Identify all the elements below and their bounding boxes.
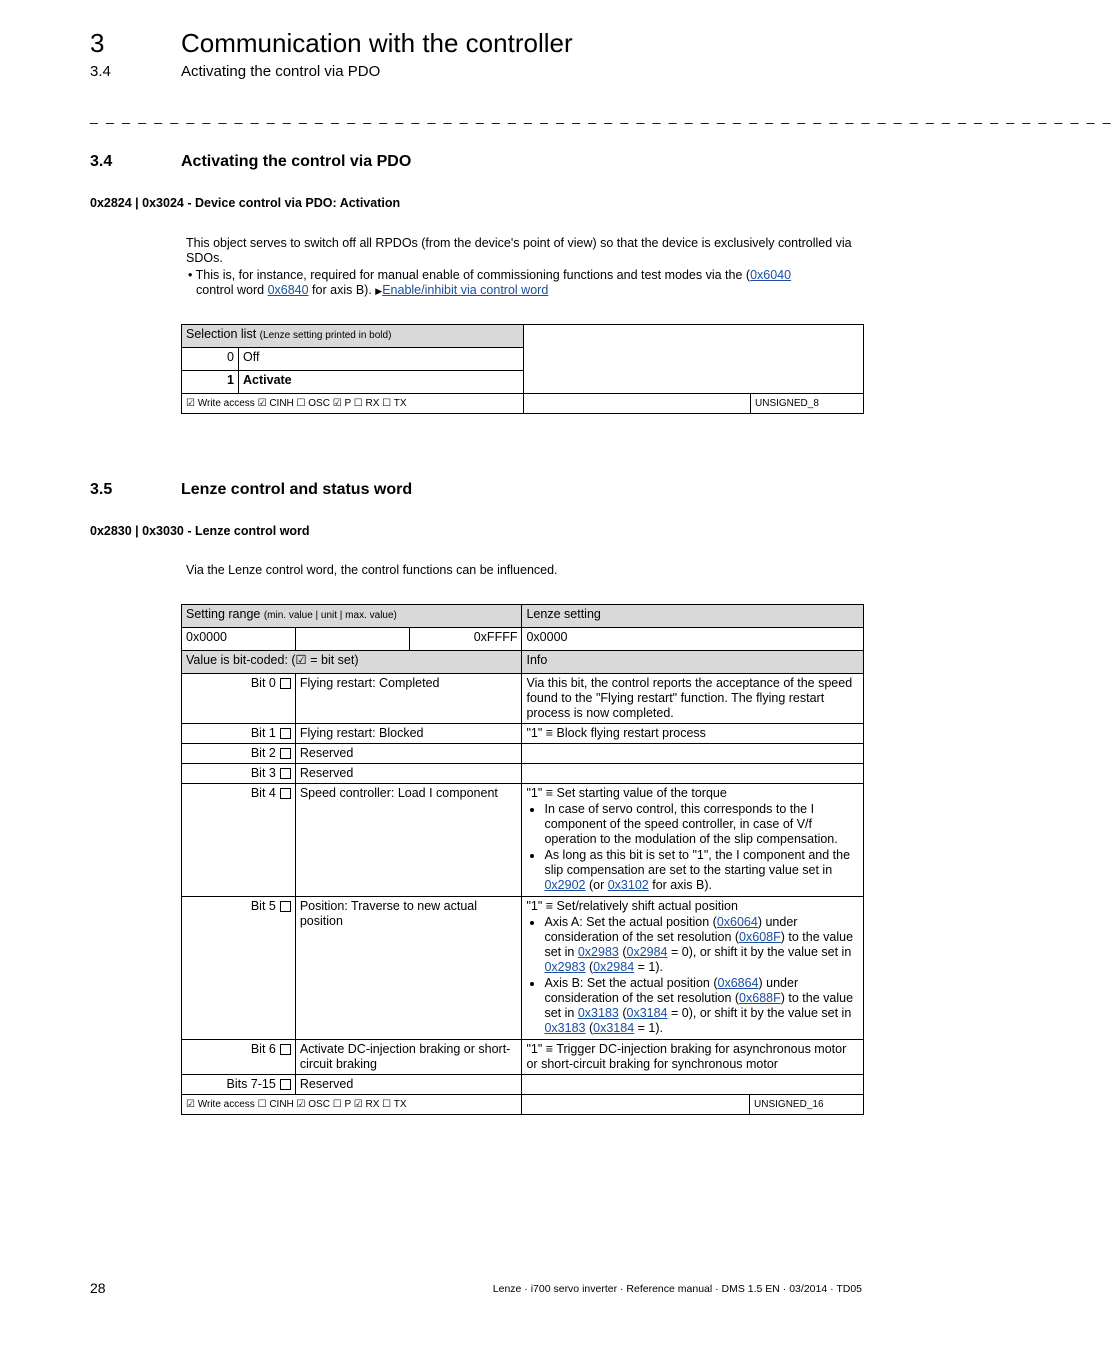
- link-0x2984[interactable]: 0x2984: [593, 960, 635, 974]
- list-item: • Axis B: Set the actual position (0x6864) under consideration of the set resolution (0x688F) to the value set in 0x3183 (0x3184 = 0), or shift it by the value set in 0x3183 (0x3184 = 1).: [544, 976, 859, 1036]
- lenze-setting-header: Lenze setting: [522, 605, 864, 628]
- bit-info: [522, 897, 864, 1040]
- section-number: 3.5: [90, 481, 113, 498]
- table-row: [182, 1040, 864, 1075]
- table-row: [182, 764, 864, 784]
- bullet-text: control word: [196, 283, 268, 297]
- object-title: 0x2830 | 0x3030 - Lenze control word: [90, 524, 310, 538]
- bit-label: Bit 0: [182, 674, 296, 724]
- link-0x2902[interactable]: 0x2902: [544, 878, 586, 892]
- selection-label: Off: [239, 348, 524, 371]
- info-header: Info: [522, 651, 864, 674]
- checkbox-icon: [280, 1079, 291, 1090]
- data-type: UNSIGNED_16: [750, 1095, 864, 1115]
- bit-name: Position: Traverse to new actual position: [295, 897, 522, 1040]
- bit-label: Bit 4: [182, 784, 296, 897]
- subchapter-number: 3.4: [90, 63, 111, 80]
- table-row: [182, 1075, 864, 1095]
- link-0x3183[interactable]: 0x3183: [577, 1006, 619, 1020]
- selection-label: Activate: [239, 371, 524, 394]
- checkbox-icon: [280, 901, 291, 912]
- table-row: [182, 724, 864, 744]
- selection-list-header: Selection list (Lenze setting printed in bold): [182, 325, 524, 348]
- section-title: Activating the control via PDO: [181, 153, 412, 170]
- separator-line: _ _ _ _ _ _ _ _ _ _ _ _ _ _ _ _ _ _ _ _ _ _ _ _ _ _ _ _ _ _ _ _ _ _ _ _ _ _ _ _ _ _ _ _ _ _ _ _ _ _ _ _ _ _ _ _ _ _ _ _ _ _ _ _: [90, 108, 1113, 124]
- data-type: UNSIGNED_8: [751, 394, 864, 414]
- chapter-number: 3: [90, 28, 105, 58]
- unit-value: [295, 628, 409, 651]
- info-line: "1" ≡ Set starting value of the torque: [526, 786, 727, 800]
- bit-info: [522, 1075, 864, 1095]
- list-item: • As long as this bit is set to "1", the I component and the slip compensation are set to the starting value set in 0x2902 (or 0x3102 for axis B).: [544, 848, 859, 893]
- checkbox-icon: [280, 1044, 291, 1055]
- bit-label: Bit 5: [182, 897, 296, 1040]
- bit-info: "1" ≡ Trigger DC-injection braking for asynchronous motor or short-circuit braking for synchronous motor: [522, 1040, 864, 1075]
- bit-label: Bit 2: [182, 744, 296, 764]
- link-0x688f[interactable]: 0x688F: [739, 991, 781, 1005]
- checkbox-icon: [280, 678, 291, 689]
- bit-label: Bit 6: [182, 1040, 296, 1075]
- bullet-text: for axis B).: [308, 283, 372, 297]
- bit-info: [522, 744, 864, 764]
- bit-info: [522, 764, 864, 784]
- link-0x2984[interactable]: 0x2984: [626, 945, 668, 959]
- checkbox-icon: [280, 748, 291, 759]
- info-line: "1" ≡ Set/relatively shift actual position: [526, 899, 738, 913]
- bit-label: Bits 7-15: [182, 1075, 296, 1095]
- link-0x3183[interactable]: 0x3183: [544, 1021, 586, 1035]
- link-enable-inhibit[interactable]: Enable/inhibit via control word: [382, 283, 549, 297]
- section-title: Lenze control and status word: [181, 481, 413, 498]
- bit-label: Bit 3: [182, 764, 296, 784]
- object-title: 0x2824 | 0x3024 - Device control via PDO: Activation: [90, 196, 401, 210]
- bit-info: [522, 784, 864, 897]
- link-0x2983[interactable]: 0x2983: [544, 960, 586, 974]
- checkbox-icon: [280, 728, 291, 739]
- info-list: [526, 915, 859, 1036]
- bit-name: Speed controller: Load I component: [295, 784, 522, 897]
- description-paragraph: This object serves to switch off all RPDOs (from the device's point of view) so that the device is exclusively controlled via SDOs.: [186, 236, 852, 265]
- section-number: 3.4: [90, 153, 113, 170]
- link-0x3102[interactable]: 0x3102: [607, 878, 649, 892]
- link-0x608f[interactable]: 0x608F: [739, 930, 781, 944]
- object-description: [186, 236, 862, 299]
- info-cell: [524, 325, 864, 394]
- checkbox-icon: [280, 788, 291, 799]
- bit-name: Activate DC-injection braking or short-circuit braking: [295, 1040, 522, 1075]
- bit-info: "1" ≡ Block flying restart process: [522, 724, 864, 744]
- bit-info: Via this bit, the control reports the acceptance of the speed found to the "Flying restart" function. The flying restart process is now completed.: [522, 674, 864, 724]
- bit-name: Reserved: [295, 1075, 522, 1095]
- access-flags: ☑ Write access ☑ CINH ☐ OSC ☑ P ☐ RX ☐ TX: [182, 394, 524, 414]
- min-value: 0x0000: [182, 628, 296, 651]
- access-flags: ☑ Write access ☐ CINH ☑ OSC ☐ P ☑ RX ☐ TX: [182, 1095, 522, 1115]
- link-0x6064[interactable]: 0x6064: [716, 915, 758, 929]
- link-0x2983[interactable]: 0x2983: [577, 945, 619, 959]
- bullet-item: [186, 268, 862, 299]
- bit-name: Flying restart: Blocked: [295, 724, 522, 744]
- max-value: 0xFFFF: [409, 628, 522, 651]
- bit-name: Flying restart: Completed: [295, 674, 522, 724]
- control-word-table: [181, 604, 864, 1115]
- list-item: • In case of servo control, this corresponds to the I component of the speed controller, in case of V/f operation to the modulation of the slip compensation.: [544, 802, 859, 847]
- empty-cell: [524, 394, 751, 414]
- info-list: [526, 802, 859, 893]
- link-0x6040[interactable]: 0x6040: [750, 268, 792, 282]
- checkbox-icon: [280, 768, 291, 779]
- lenze-setting-value: 0x0000: [522, 628, 864, 651]
- subchapter-title: Activating the control via PDO: [181, 63, 381, 80]
- table-row: [182, 744, 864, 764]
- object-description: Via the Lenze control word, the control functions can be influenced.: [186, 563, 558, 577]
- bit-label: Bit 1: [182, 724, 296, 744]
- bit-name: Reserved: [295, 764, 522, 784]
- link-0x3184[interactable]: 0x3184: [626, 1006, 668, 1020]
- selection-value: 1: [182, 371, 239, 394]
- link-0x6840[interactable]: 0x6840: [267, 283, 309, 297]
- footer-text: Lenze · i700 servo inverter · Reference manual · DMS 1.5 EN · 03/2014 · TD05: [492, 1283, 862, 1295]
- page-number: 28: [90, 1280, 106, 1296]
- table-row: [182, 897, 864, 1040]
- selection-value: 0: [182, 348, 239, 371]
- table-row: [182, 674, 864, 724]
- chapter-title: Communication with the controller: [181, 28, 573, 58]
- bit-name: Reserved: [295, 744, 522, 764]
- link-0x6864[interactable]: 0x6864: [717, 976, 759, 990]
- selection-list-table: [181, 324, 864, 414]
- arrow-right-icon: ▶: [375, 286, 383, 296]
- empty-cell: [522, 1095, 750, 1115]
- setting-range-header: Setting range (min. value | unit | max. value): [182, 605, 522, 628]
- table-row: [182, 784, 864, 897]
- bitcoded-header: Value is bit-coded: (☑ = bit set): [182, 651, 522, 674]
- link-0x3184[interactable]: 0x3184: [593, 1021, 635, 1035]
- list-item: • Axis A: Set the actual position (0x6064) under consideration of the set resolution (0x608F) to the value set in 0x2983 (0x2984 = 0), or shift it by the value set in 0x2983 (0x2984 = 1).: [544, 915, 859, 975]
- bullet-text: • This is, for instance, required for manual enable of commissioning functions and test modes via the (: [188, 268, 751, 282]
